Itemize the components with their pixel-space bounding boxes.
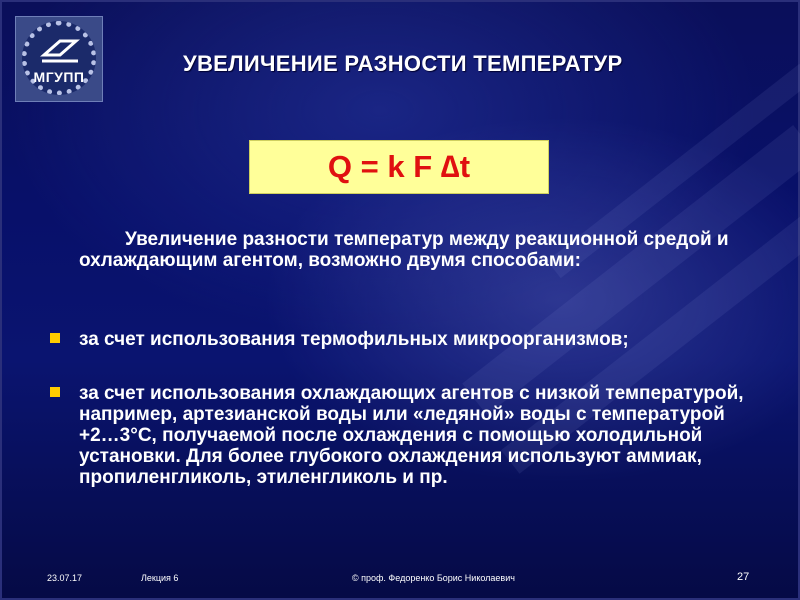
footer-author: © проф. Федоренко Борис Николаевич xyxy=(352,573,515,583)
bullet-item: за счет использования охлаждающих агентов с низкой температурой, например, артезианской воды или «ледяной» воды с температурой +2…3°С, получаемой после охлаждения с помощью холодильной установки. Для более глубокого охлаждения используют аммиак, пропиленгликоль, этиленгликоль и пр. xyxy=(79,383,744,488)
bullet-item: за счет использования термофильных микроорганизмов; xyxy=(79,329,629,350)
footer-lecture: Лекция 6 xyxy=(141,573,179,583)
logo-glyph-icon xyxy=(38,37,80,65)
university-logo xyxy=(15,16,103,102)
bullet-marker xyxy=(50,387,60,397)
bullet-marker xyxy=(50,333,60,343)
footer-date: 23.07.17 xyxy=(47,573,83,583)
formula: Q = k F ∆t xyxy=(327,149,471,184)
slide-title: УВЕЛИЧЕНИЕ РАЗНОСТИ ТЕМПЕРАТУР xyxy=(183,51,623,76)
page-number: 27 xyxy=(737,571,750,583)
formula-box xyxy=(249,140,549,194)
logo-text: МГУПП xyxy=(33,69,85,85)
intro-paragraph: Увеличение разности температур между реакционной средой и охлаждающим агентом, возможно двумя способами: xyxy=(79,229,729,271)
